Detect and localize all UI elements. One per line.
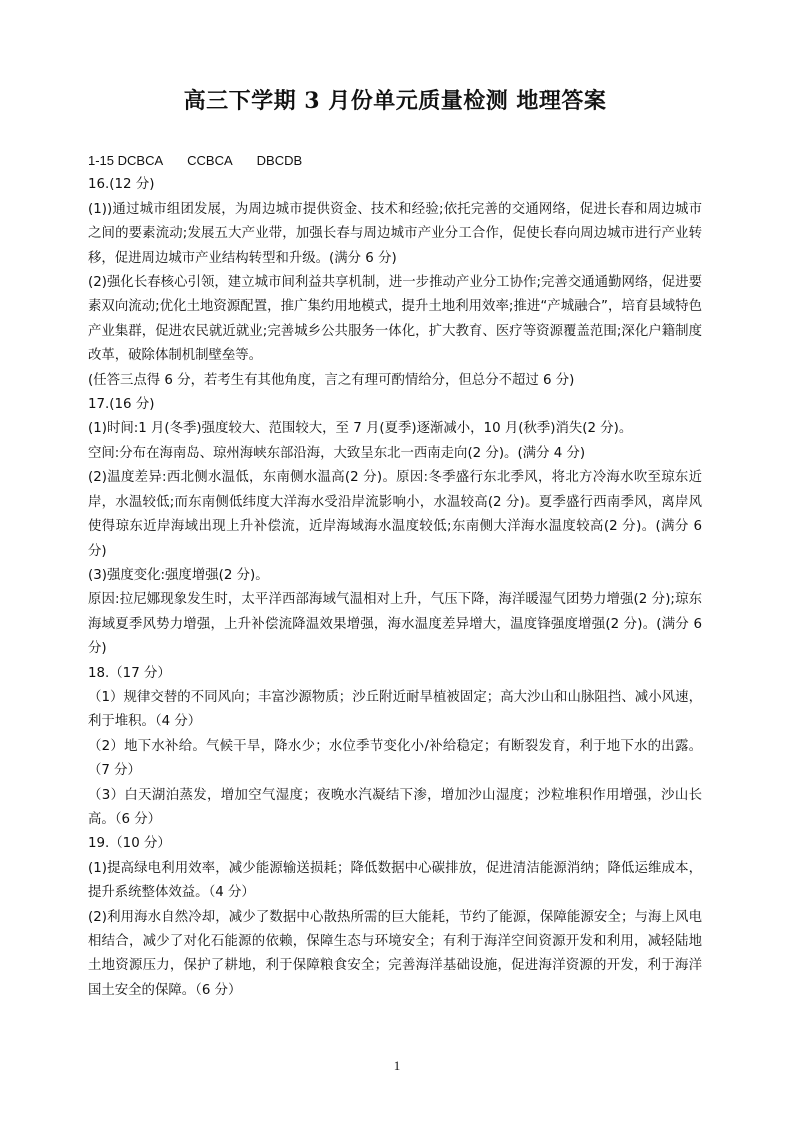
q19-part2: (2)利用海水自然冷却，减少了数据中心散热所需的巨大能耗，节约了能源，保障能源安全；与海上风电相结合，减少了对化石能源的依赖，保障生态与环境安全；有利于海洋空间资源开发和利用，减轻陆地土地资源压力，保护了耕地，利于保障粮食安全；完善海洋基础设施，促进海洋资源的开发，利于海洋国土安全的保障。（6 分） — [88, 909, 702, 998]
q18-heading: 18.（17 分） — [88, 665, 171, 681]
q17-heading: 17.(16 分) — [88, 397, 155, 413]
q16-part2: (2)强化长春核心引领，建立城市间利益共享机制，进一步推动产业分工协作;完善交通通勤网络，促进要素双向流动;优化土地资源配置，推广集约用地模式，提升土地利用效率;推进“产城融合”，培育县域特色产业集群，促进农民就近就业;完善城乡公共服务一体化，扩大教育、医疗等资源覆盖范围;深化户籍制度改革，破除体制机制壁垒等。 — [88, 275, 702, 364]
page-number: 1 — [393, 1058, 401, 1073]
q16-scoring-note: (任答三点得 6 分，若考生有其他角度，言之有理可酌情给分，但总分不超过 6 分) — [88, 372, 575, 388]
q17-part1-space: 空间:分布在海南岛、琼州海峡东部沿海，大致呈东北一西南走向(2 分)。(满分 4 分) — [88, 445, 586, 461]
q16-heading: 16.(12 分) — [88, 177, 155, 193]
q17-part2: (2)温度差异:西北侧水温低，东南侧水温高(2 分)。原因:冬季盛行东北季风，将北方冷海水吹至琼东近岸，水温较低;而东南侧低纬度大洋海水受沿岸流影响小，水温较高(2 分)。夏季盛行西南季风，离岸风使得琼东近岸海域出现上升补偿流，近岸海域海水温度较低;东南侧大洋海水温度较高(2 分)。(满分 6 分) — [88, 470, 702, 559]
answers-1-5: 1-15 DCBCA — [88, 153, 164, 168]
q17-part1-time: (1)时间:1 月(冬季)强度较大、范围较大，至 7 月(夏季)逐渐减小，10 月(秋季)消失(2 分)。 — [88, 421, 633, 437]
q17-part3-reason: 原因:拉尼娜现象发生时，太平洋西部海域气温相对上升，气压下降，海洋暖湿气团势力增强(2 分);琼东海域夏季风势力增强，上升补偿流降温效果增强，海水温度差异增大，温度锋强度增强(2 分)。(满分 6 分) — [88, 592, 702, 657]
q19-part1: (1)提高绿电利用效率，减少能源输送损耗；降低数据中心碳排放，促进清洁能源消纳；降低运维成本，提升系统整体效益。（4 分） — [88, 860, 702, 901]
q18-part3: （3）白天湖泊蒸发，增加空气湿度；夜晚水汽凝结下渗，增加沙山湿度；沙粒堆积作用增强，沙山长高。（6 分） — [88, 787, 702, 827]
q19-heading: 19.（10 分） — [88, 836, 171, 852]
q18-part2: （2）地下水补给。气候干旱，降水少；水位季节变化小/补给稳定；有断裂发育，利于地下水的出露。（7 分） — [88, 738, 702, 779]
q16-part1: (1))通过城市组团发展，为周边城市提供资金、技术和经验;依托完善的交通网络，促进长春和周边城市之间的要素流动;发展五大产业带，加强长春与周边城市产业分工合作，促使长春向周边城市进行产业转移，促进周边城市产业结构转型和升级。(满分 6 分) — [88, 201, 702, 266]
answers-11-15: DBCDB — [256, 153, 303, 168]
multiple-choice-answers — [88, 149, 702, 173]
q18-part1: （1）规律交替的不同风向；丰富沙源物质；沙丘附近耐旱植被固定；高大沙山和山脉阻挡、减小风速，利于堆积。（4 分） — [88, 689, 702, 730]
answers-6-10: CCBCA — [187, 153, 233, 168]
q17-part3-change: (3)强度变化:强度增强(2 分)。 — [88, 567, 269, 583]
page-title: 高三下学期 3 月份单元质量检测 地理答案 — [183, 88, 607, 114]
answer-content — [88, 149, 702, 1003]
